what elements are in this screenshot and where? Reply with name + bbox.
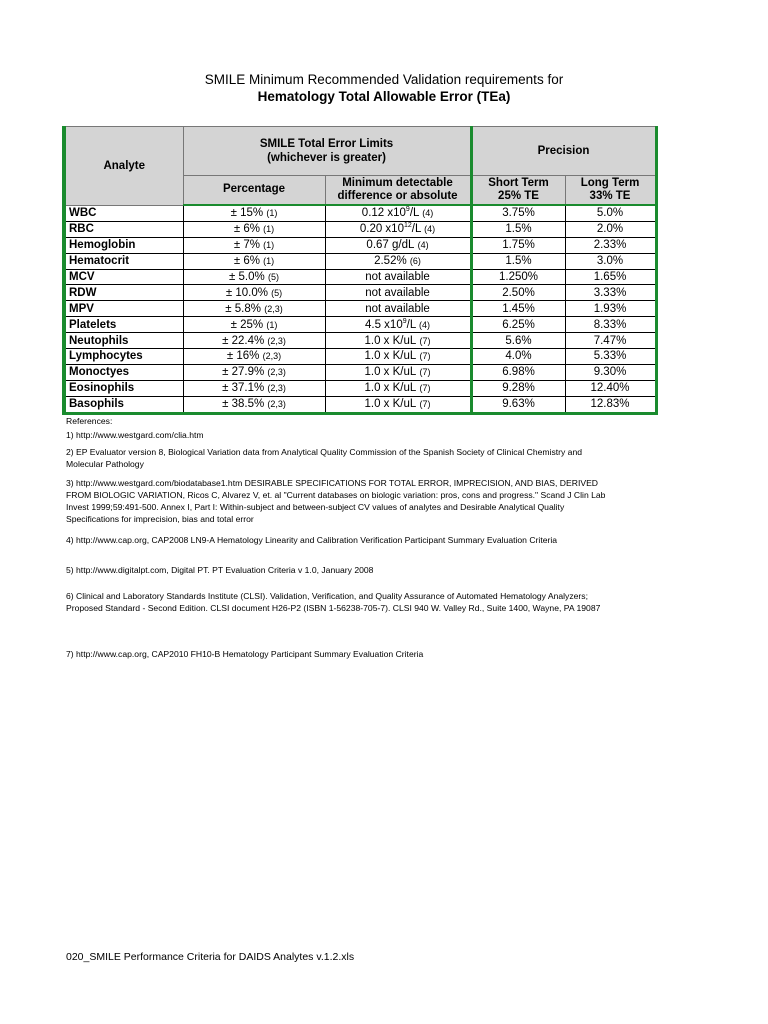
percentage-ref: (1) <box>263 240 275 251</box>
min-unit: /L <box>411 223 421 236</box>
short-term-cell: 9.28% <box>471 380 565 396</box>
long-term-cell: 2.33% <box>565 237 656 253</box>
min-exponent: 9 <box>402 317 407 325</box>
percentage-cell <box>183 333 325 349</box>
percentage-value: ± 5.0% <box>229 271 265 283</box>
min-detectable-cell <box>325 285 471 301</box>
short-term-cell: 1.5% <box>471 221 565 237</box>
header-short-term <box>471 176 565 206</box>
table-row <box>64 396 656 413</box>
percentage-ref: (5) <box>267 272 279 282</box>
header-limits-line1: SMILE Total Error Limits <box>259 138 394 150</box>
percentage-value: ± 15% <box>230 207 264 220</box>
header-limits <box>183 127 471 176</box>
percentage-value: ± 38.5% <box>222 398 265 411</box>
reference-3-line1: 3) http://www.westgard.com/biodatabase1.htm DESIRABLE SPECIFICATIONS FOR TOTAL ERROR, IMPRECISION, AND BIAS, DERIVED <box>66 478 599 488</box>
table-row <box>64 269 656 285</box>
percentage-ref: (1) <box>266 208 278 219</box>
min-detectable-cell <box>325 349 471 365</box>
title-line-2: Hematology Total Allowable Error (TEa) <box>257 89 511 104</box>
short-term-cell: 3.75% <box>471 205 565 221</box>
header-limits-line2: (whichever is greater) <box>267 152 386 164</box>
short-term-cell: 1.45% <box>471 301 565 317</box>
percentage-ref: (2,3) <box>267 367 286 378</box>
table-row <box>64 364 656 380</box>
percentage-value: ± 37.1% <box>222 382 265 395</box>
reference-5: 5) http://www.digitalpt.com, Digital PT. PT Evaluation Criteria v 1.0, January 2008 <box>66 565 374 575</box>
long-term-cell: 2.0% <box>565 221 656 237</box>
header-short-line2: 25% TE <box>498 190 539 202</box>
header-long-term <box>565 176 656 206</box>
min-ref: (7) <box>419 383 431 394</box>
min-value: 1.0 x K/uL <box>364 366 417 379</box>
reference-2-line1: 2) EP Evaluator version 8, Biological Variation data from Analytical Quality Commission of the Spanish Society of Clinical Chemistry and <box>66 447 583 457</box>
min-detectable-cell <box>325 380 471 396</box>
min-value: 1.0 x K/uL <box>364 382 417 395</box>
short-term-cell: 1.5% <box>471 253 565 269</box>
long-term-cell: 1.65% <box>565 269 656 285</box>
analyte-name: Hemoglobin <box>64 237 183 253</box>
min-value: 0.20 x10 <box>359 223 404 236</box>
min-value: 4.5 x10 <box>365 318 403 331</box>
percentage-value: ± 5.8% <box>225 302 261 315</box>
analyte-name: Monoctyes <box>64 364 183 380</box>
min-unit: /L <box>406 318 416 331</box>
reference-2-line2: Molecular Pathology <box>66 459 144 469</box>
percentage-ref: (1) <box>263 224 275 235</box>
short-term-cell: 9.63% <box>471 396 565 413</box>
title-line-1: SMILE Minimum Recommended Validation requirements for <box>204 72 564 87</box>
reference-7: 7) http://www.cap.org, CAP2010 FH10-B Hematology Participant Summary Evaluation Criteria <box>66 649 424 659</box>
analyte-name: Hematocrit <box>64 253 183 269</box>
table-row <box>64 221 656 237</box>
analyte-name: MPV <box>64 301 183 317</box>
min-detectable-cell <box>325 237 471 253</box>
reference-3-line3: Invest 1999;59:491-500. Annex I, Part I: Within-subject and between-subject CV values of analytes and Desirable Analytical Quality <box>66 502 565 512</box>
short-term-cell: 1.250% <box>471 269 565 285</box>
percentage-cell <box>183 285 325 301</box>
long-term-cell: 5.33% <box>565 349 656 365</box>
min-ref: (4) <box>424 224 436 235</box>
percentage-value: ± 6% <box>233 223 260 236</box>
min-value: 0.67 g/dL <box>366 239 415 252</box>
header-min-line1: Minimum detectable <box>342 176 453 189</box>
long-term-cell: 5.0% <box>565 205 656 221</box>
analyte-name: WBC <box>64 205 183 221</box>
percentage-value: ± 7% <box>233 239 260 252</box>
table-row <box>64 380 656 396</box>
percentage-cell <box>183 380 325 396</box>
min-detectable-cell <box>325 333 471 349</box>
percentage-cell <box>183 237 325 253</box>
reference-6-line2: Proposed Standard - Second Edition. CLSI document H26-P2 (ISBN 1-56238-705-7). CLSI 940 W. Valley Rd., Suite 1400, Wayne, PA 19087 <box>66 603 601 613</box>
table-row <box>64 285 656 301</box>
percentage-value: ± 22.4% <box>222 334 265 347</box>
min-value: not available <box>365 271 430 283</box>
header-min-detectable <box>325 176 471 206</box>
tea-table <box>62 126 658 415</box>
analyte-name: Eosinophils <box>64 380 183 396</box>
short-term-cell: 5.6% <box>471 333 565 349</box>
header-analyte: Analyte <box>64 127 183 206</box>
percentage-ref: (5) <box>271 287 283 298</box>
min-value: 1.0 x K/uL <box>364 334 417 347</box>
header-long-line2: 33% TE <box>589 190 631 202</box>
long-term-cell: 9.30% <box>565 364 656 380</box>
min-ref: (7) <box>419 367 431 378</box>
long-term-cell: 12.40% <box>565 380 656 396</box>
min-detectable-cell <box>325 317 471 333</box>
min-value: 2.52% <box>374 255 407 268</box>
short-term-cell: 4.0% <box>471 349 565 365</box>
min-detectable-cell <box>325 396 471 413</box>
long-term-cell: 8.33% <box>565 317 656 333</box>
min-detectable-cell <box>325 221 471 237</box>
percentage-ref: (2,3) <box>267 399 286 410</box>
header-percentage: Percentage <box>183 176 325 206</box>
percentage-cell <box>183 317 325 333</box>
min-ref: (6) <box>409 256 421 267</box>
min-detectable-cell <box>325 253 471 269</box>
short-term-cell: 6.98% <box>471 364 565 380</box>
header-min-line2: difference or absolute <box>337 190 458 202</box>
long-term-cell: 1.93% <box>565 301 656 317</box>
percentage-cell <box>183 364 325 380</box>
analyte-name: MCV <box>64 269 183 285</box>
short-term-cell: 2.50% <box>471 285 565 301</box>
percentage-ref: (2,3) <box>267 335 286 346</box>
percentage-cell <box>183 253 325 269</box>
percentage-ref: (2,3) <box>267 383 286 394</box>
min-ref: (7) <box>419 399 431 410</box>
min-value: not available <box>365 302 430 315</box>
min-value: 1.0 x K/uL <box>364 398 417 411</box>
percentage-cell <box>183 221 325 237</box>
percentage-cell <box>183 349 325 365</box>
percentage-value: ± 10.0% <box>225 286 268 299</box>
percentage-value: ± 16% <box>226 350 260 363</box>
long-term-cell: 12.83% <box>565 396 656 413</box>
min-ref: (4) <box>422 208 434 219</box>
min-detectable-cell <box>325 205 471 221</box>
short-term-cell: 1.75% <box>471 237 565 253</box>
percentage-ref: (1) <box>266 319 278 330</box>
percentage-cell <box>183 269 325 285</box>
min-detectable-cell <box>325 269 471 285</box>
reference-6-line1: 6) Clinical and Laboratory Standards Institute (CLSI). Validation, Verification, and Quality Assurance of Automated Hematology Analyzers; <box>66 591 588 601</box>
min-value: 1.0 x K/uL <box>364 350 417 363</box>
header-short-line1: Short Term <box>488 176 549 189</box>
percentage-cell <box>183 301 325 317</box>
table-row <box>64 205 656 221</box>
reference-1: 1) http://www.westgard.com/clia.htm <box>66 430 204 440</box>
long-term-cell: 3.33% <box>565 285 656 301</box>
percentage-ref: (2,3) <box>264 303 283 314</box>
analyte-name: RBC <box>64 221 183 237</box>
table-row <box>64 301 656 317</box>
footer-filename: 020_SMILE Performance Criteria for DAIDS Analytes v.1.2.xls <box>66 951 355 963</box>
percentage-ref: (1) <box>263 256 275 267</box>
table-row <box>64 349 656 365</box>
table-row <box>64 237 656 253</box>
percentage-cell <box>183 396 325 413</box>
analyte-name: Lymphocytes <box>64 349 183 365</box>
reference-3-line2: FROM BIOLOGIC VARIATION, Ricos C, Alvarez V, et. al "Current databases on biologic variation: pros, cons and progress." Scand J Clin Lab <box>66 490 606 500</box>
min-detectable-cell <box>325 301 471 317</box>
min-ref: (4) <box>419 319 431 330</box>
reference-4: 4) http://www.cap.org, CAP2008 LN9-A Hematology Linearity and Calibration Verification Participant Summary Evaluation Criteria <box>66 535 558 545</box>
min-ref: (4) <box>417 240 429 251</box>
min-ref: (7) <box>419 351 431 362</box>
analyte-name: Basophils <box>64 396 183 413</box>
references-heading: References: <box>66 416 113 426</box>
table-row <box>64 333 656 349</box>
min-value: not available <box>365 286 430 299</box>
min-exponent: 12 <box>403 222 412 230</box>
table-row <box>64 317 656 333</box>
percentage-value: ± 27.9% <box>222 366 265 379</box>
percentage-value: ± 25% <box>230 318 264 331</box>
percentage-ref: (2,3) <box>262 351 282 362</box>
analyte-name: Neutophils <box>64 333 183 349</box>
header-long-line1: Long Term <box>580 176 640 189</box>
analyte-name: Platelets <box>64 317 183 333</box>
min-exponent: 9 <box>405 206 410 214</box>
long-term-cell: 7.47% <box>565 333 656 349</box>
percentage-value: ± 6% <box>233 255 260 268</box>
header-precision: Precision <box>471 127 656 176</box>
min-ref: (7) <box>419 335 431 346</box>
min-unit: /L <box>409 207 419 220</box>
table-row <box>64 253 656 269</box>
percentage-cell <box>183 205 325 221</box>
long-term-cell: 3.0% <box>565 253 656 269</box>
min-value: 0.12 x10 <box>361 207 406 220</box>
analyte-name: RDW <box>64 285 183 301</box>
short-term-cell: 6.25% <box>471 317 565 333</box>
min-detectable-cell <box>325 364 471 380</box>
reference-3-line4: Specifications for imprecision, bias and total error <box>66 514 254 524</box>
